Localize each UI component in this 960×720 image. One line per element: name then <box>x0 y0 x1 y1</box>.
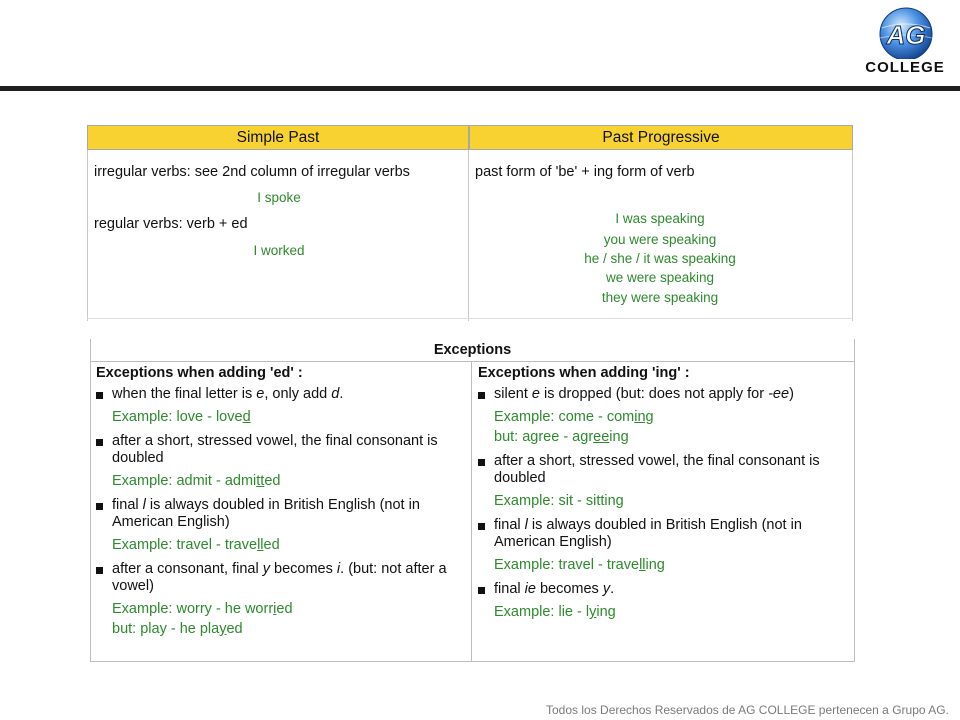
rule-regular-verbs: regular verbs: verb + ed <box>94 216 248 232</box>
header-divider <box>0 86 960 91</box>
column-divider <box>471 362 472 662</box>
ed-example-2: Example: admit - admitted <box>112 473 281 489</box>
simple-past-cell <box>87 150 469 321</box>
ag-college-logo <box>864 6 946 78</box>
ing-rule-1: silent e is dropped (but: does not apply for -ee) <box>478 386 850 403</box>
bullet-icon <box>478 587 485 594</box>
bullet-icon <box>478 459 485 466</box>
ed-example-4: Example: worry - he worried <box>112 601 293 617</box>
ed-rule-2: after a short, stressed vowel, the final consonant is doubled <box>96 433 468 467</box>
ing-rule-3: final l is always doubled in British English (not in American English) <box>478 517 850 551</box>
rule-past-progressive: past form of 'be' + ing form of verb <box>475 164 695 180</box>
ing-example-4: Example: lie - lying <box>494 604 616 620</box>
past-progressive-cell <box>469 150 853 321</box>
example-we-were-speaking: we were speaking <box>605 270 715 285</box>
ed-rule-1: when the final letter is e, only add d. <box>96 386 468 403</box>
logo-letters: AG <box>886 20 926 50</box>
ing-rule-2: after a short, stressed vowel, the final consonant is doubled <box>478 453 850 487</box>
example-i-worked: I worked <box>253 243 305 258</box>
ed-example-1: Example: love - loved <box>112 409 251 425</box>
ed-rule-4: after a consonant, final y becomes i. (but: not after a vowel) <box>96 561 468 595</box>
example-he-she-it-was-speaking: he / she / it was speaking <box>584 251 736 266</box>
header-simple-past: Simple Past <box>87 125 469 150</box>
example-i-spoke: I spoke <box>257 190 301 205</box>
ing-example-2: Example: sit - sitting <box>494 493 624 509</box>
bullet-icon <box>96 439 103 446</box>
example-they-were-speaking: they were speaking <box>601 290 719 305</box>
rule-irregular-verbs: irregular verbs: see 2nd column of irregular verbs <box>94 164 410 180</box>
ing-rule-4: final ie becomes y. <box>478 581 850 598</box>
bullet-icon <box>96 567 103 574</box>
ed-exceptions-column <box>96 365 468 639</box>
example-you-were-speaking: you were speaking <box>603 232 717 247</box>
ing-example-3: Example: travel - travelling <box>494 557 665 573</box>
ed-example-3: Example: travel - travelled <box>112 537 280 553</box>
ing-exceptions-column <box>478 365 850 622</box>
bullet-icon <box>478 392 485 399</box>
table-bottom-line <box>87 318 853 319</box>
logo-word: COLLEGE <box>865 59 945 76</box>
ing-heading: Exceptions when adding 'ing' : <box>478 365 690 381</box>
ed-heading: Exceptions when adding 'ed' : <box>96 365 303 381</box>
tense-comparison-table <box>87 125 853 321</box>
example-i-was-speaking: I was speaking <box>615 211 705 226</box>
ed-example-4b: but: play - he played <box>112 621 243 637</box>
exceptions-table <box>90 339 855 662</box>
ing-example-1: Example: come - coming <box>494 409 654 425</box>
ed-rule-3: final l is always doubled in British English (not in American English) <box>96 497 468 531</box>
header-past-progressive: Past Progressive <box>469 125 853 150</box>
bullet-icon <box>96 503 103 510</box>
ing-example-1b: but: agree - agreeing <box>494 429 629 445</box>
copyright-footer: Todos los Derechos Reservados de AG COLLEGE pertenecen a Grupo AG. <box>546 703 949 717</box>
exceptions-title: Exceptions <box>90 339 855 362</box>
bullet-icon <box>96 392 103 399</box>
bullet-icon <box>478 523 485 530</box>
